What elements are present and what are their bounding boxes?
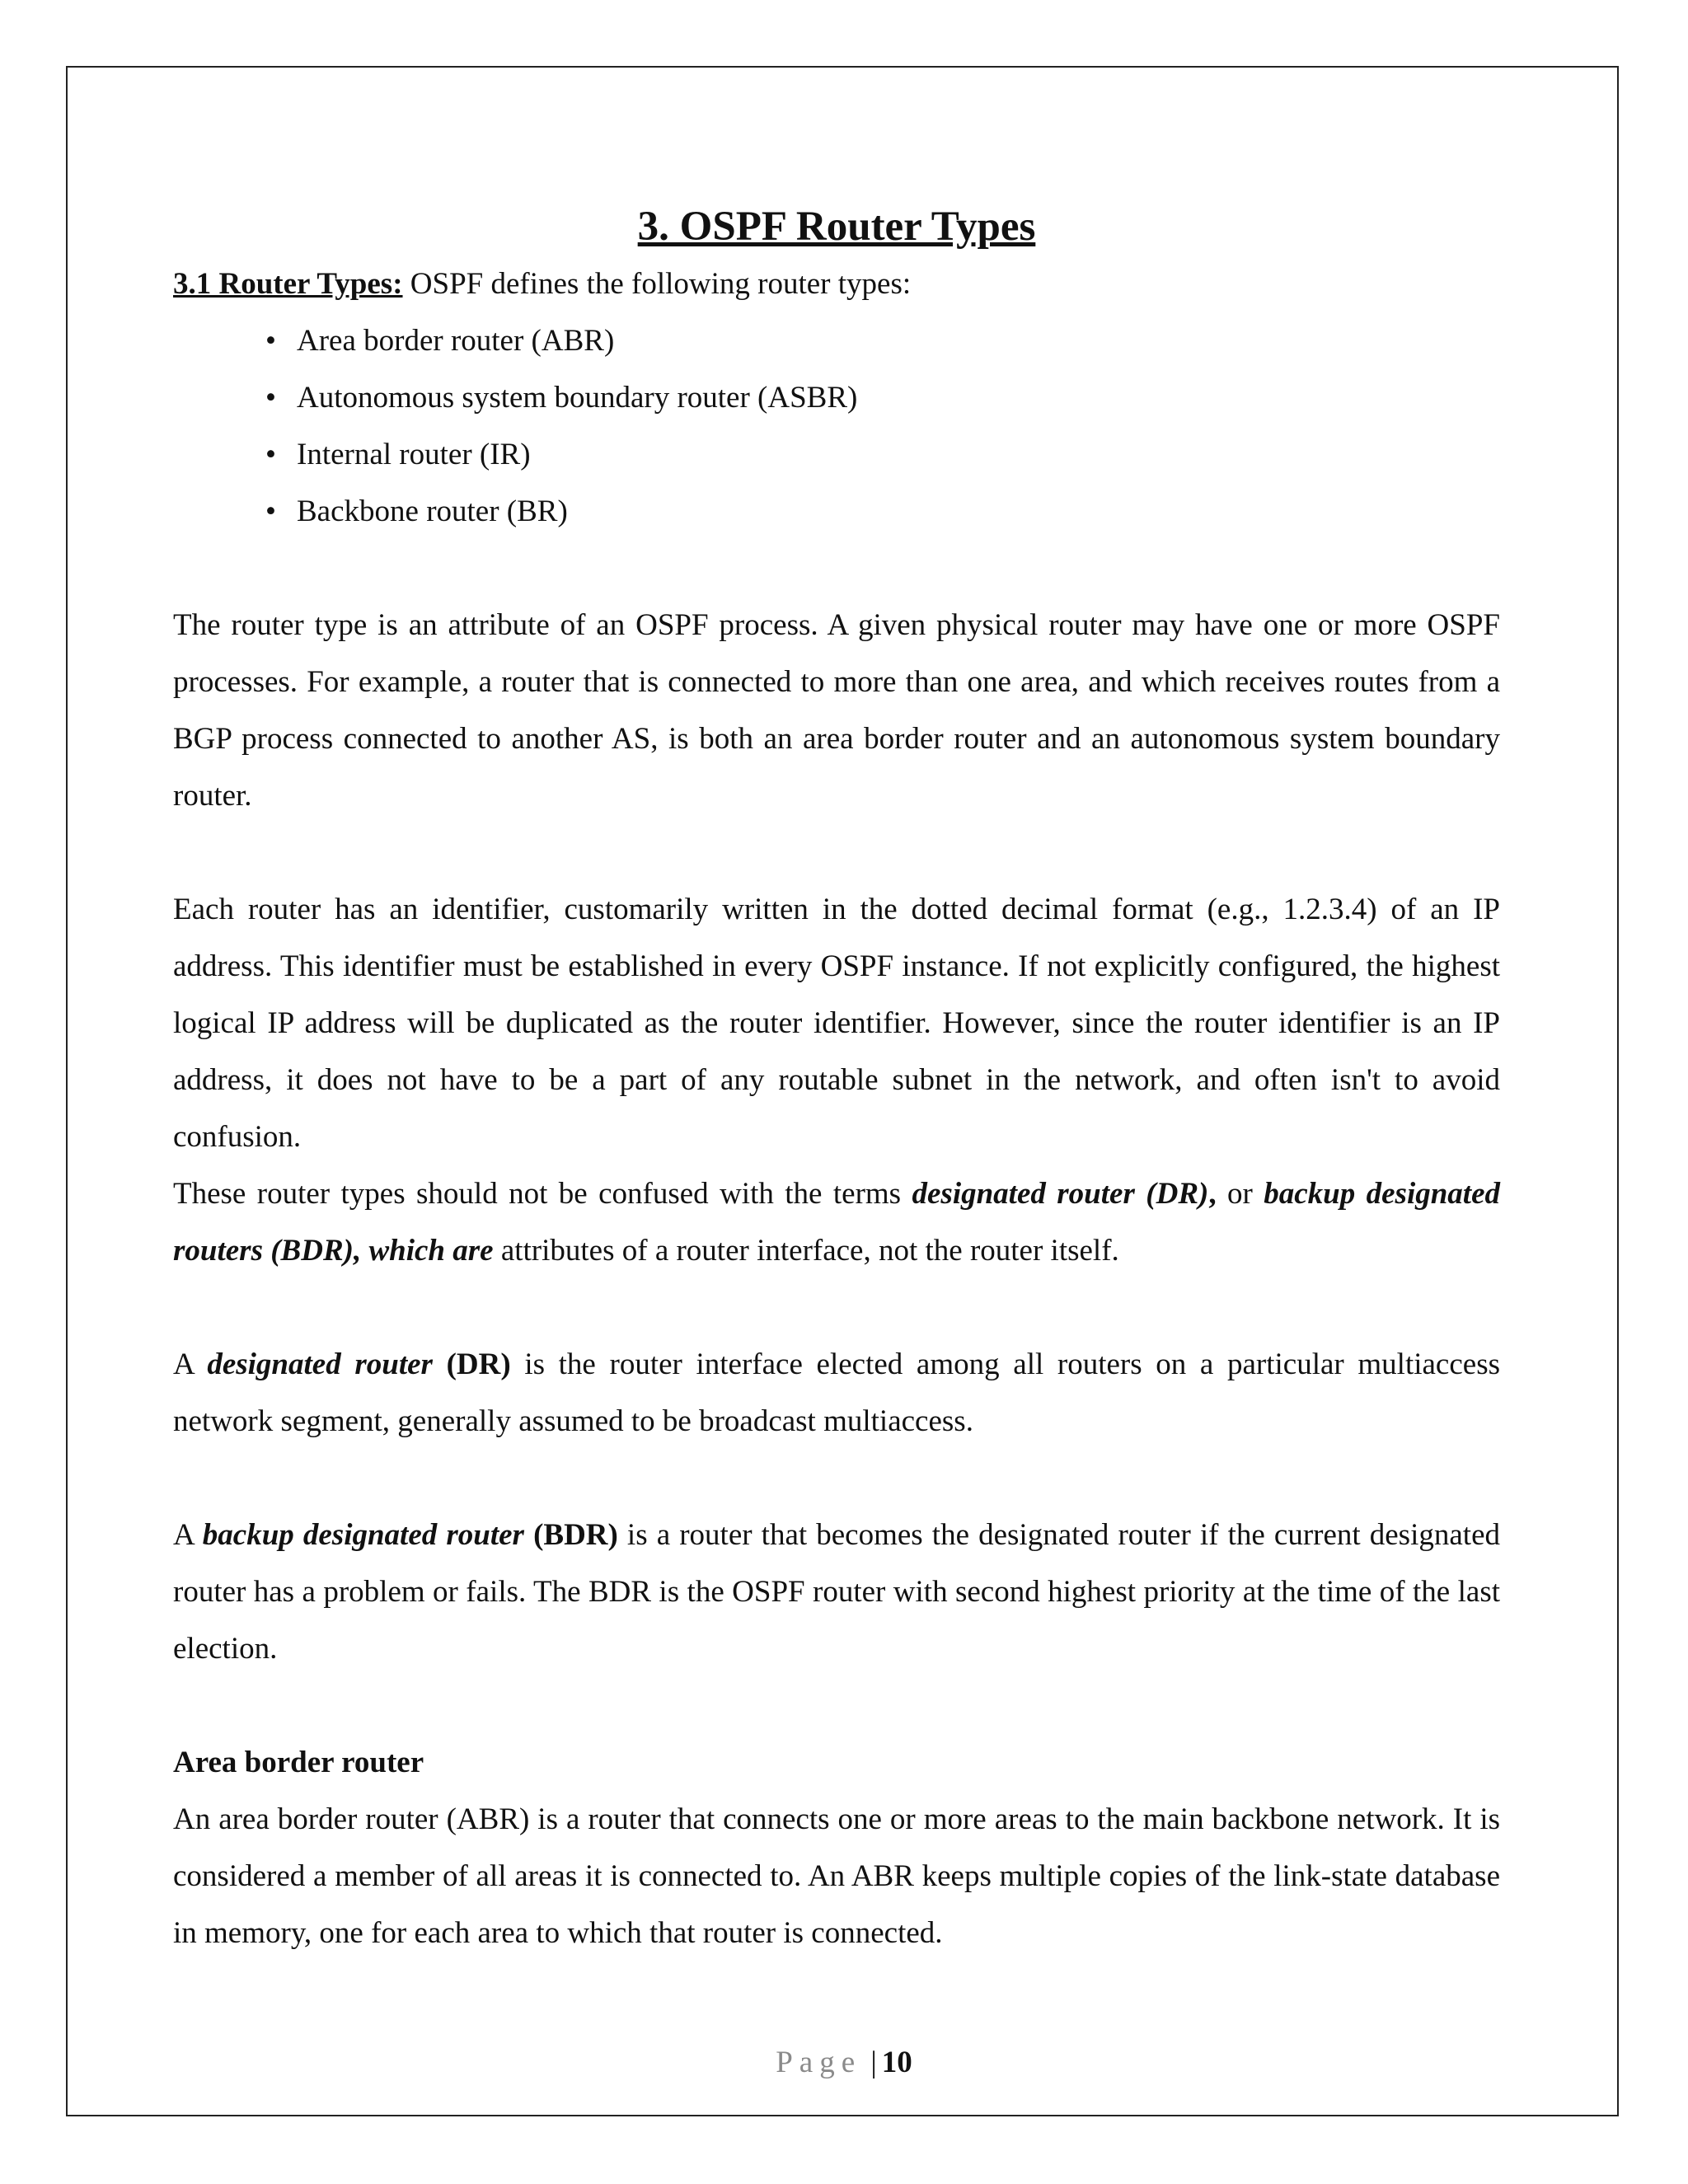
bullet-icon: • <box>265 324 276 358</box>
paragraph-dr-bdr-note <box>173 1165 1500 1279</box>
section-label: 3.1 Router Types: <box>173 267 403 301</box>
term-backup-designated-routers: backup designated routers (BDR), which are <box>173 1177 1501 1268</box>
paragraph-backup-designated-router <box>173 1507 1500 1677</box>
section-intro <box>173 255 1500 312</box>
list-item-label: Autonomous system boundary router (ASBR) <box>297 381 858 415</box>
paragraph-router-identifier: Each router has an identifier, customarily written in the dotted decimal format (e.g., 1.2.3.4) of an IP address. This identifier must be established in every OSPF instance. If not explicitly configured, the highest logical IP address will be duplicated as the router identifier. However, since the router identifier is an IP address, it does not have to be a part of any routable subnet in the network, and often isn't to avoid confusion. <box>173 893 1500 1154</box>
page-footer <box>0 2042 1688 2083</box>
term-bdr-abbrev: (BDR) <box>533 1518 618 1552</box>
page-number: 10 <box>881 2046 912 2079</box>
list-item <box>265 426 1500 483</box>
text-run: These router types should not be confused with the terms <box>173 1177 912 1211</box>
text-run: is the router interface elected among all routers on a particular multiaccess network segment, generally assumed to be broadcast multiaccess. <box>173 1347 1500 1438</box>
list-item <box>265 312 1500 369</box>
term-designated-router: designated router (DR) <box>912 1177 1209 1211</box>
list-item <box>265 369 1500 426</box>
document-body <box>173 198 1500 1961</box>
bullet-icon: • <box>265 438 276 471</box>
text-run: attributes of a router interface, not the router itself. <box>493 1234 1119 1268</box>
text-run: or <box>1216 1177 1264 1211</box>
text-run: A <box>173 1518 203 1552</box>
list-item <box>265 483 1500 540</box>
bullet-icon: • <box>265 494 276 528</box>
text-run <box>433 1347 447 1381</box>
page-title: 3. OSPF Router Types <box>637 204 1036 250</box>
paragraph-designated-router <box>173 1336 1500 1450</box>
list-item-label: Internal router (IR) <box>297 438 531 471</box>
term-dr-abbrev: (DR) <box>446 1347 511 1381</box>
page-word: Page <box>776 2046 862 2079</box>
text-run <box>524 1518 533 1552</box>
list-item-label: Backbone router (BR) <box>297 494 568 528</box>
list-item-label: Area border router (ABR) <box>297 324 615 358</box>
section-intro-text: OSPF defines the following router types: <box>402 267 912 301</box>
text-run: A <box>173 1347 208 1381</box>
abr-heading: Area border router <box>173 1746 424 1779</box>
router-type-list <box>173 312 1500 540</box>
term-designated-router: designated router <box>207 1347 433 1381</box>
text-run: , <box>1208 1177 1217 1211</box>
term-backup-designated-router: backup designated router <box>202 1518 524 1552</box>
paragraph-router-type-attribute: The router type is an attribute of an OSPF process. A given physical router may have one or more OSPF processes. For example, a router that is connected to more than one area, and which receives routes from a BGP process connected to another AS, is both an area border router and an autonomous system boundary router. <box>173 608 1500 813</box>
paragraph-abr: An area border router (ABR) is a router that connects one or more areas to the main backbone network. It is considered a member of all areas it is connected to. An ABR keeps multiple copies of the link-state database in memory, one for each area to which that router is connected. <box>173 1802 1500 1950</box>
page-separator: | <box>870 2046 877 2079</box>
text-run: is a router that becomes the designated router if the current designated router has a problem or fails. The BDR is the OSPF router with second highest priority at the time of the last election. <box>173 1518 1500 1666</box>
bullet-icon: • <box>265 381 276 415</box>
